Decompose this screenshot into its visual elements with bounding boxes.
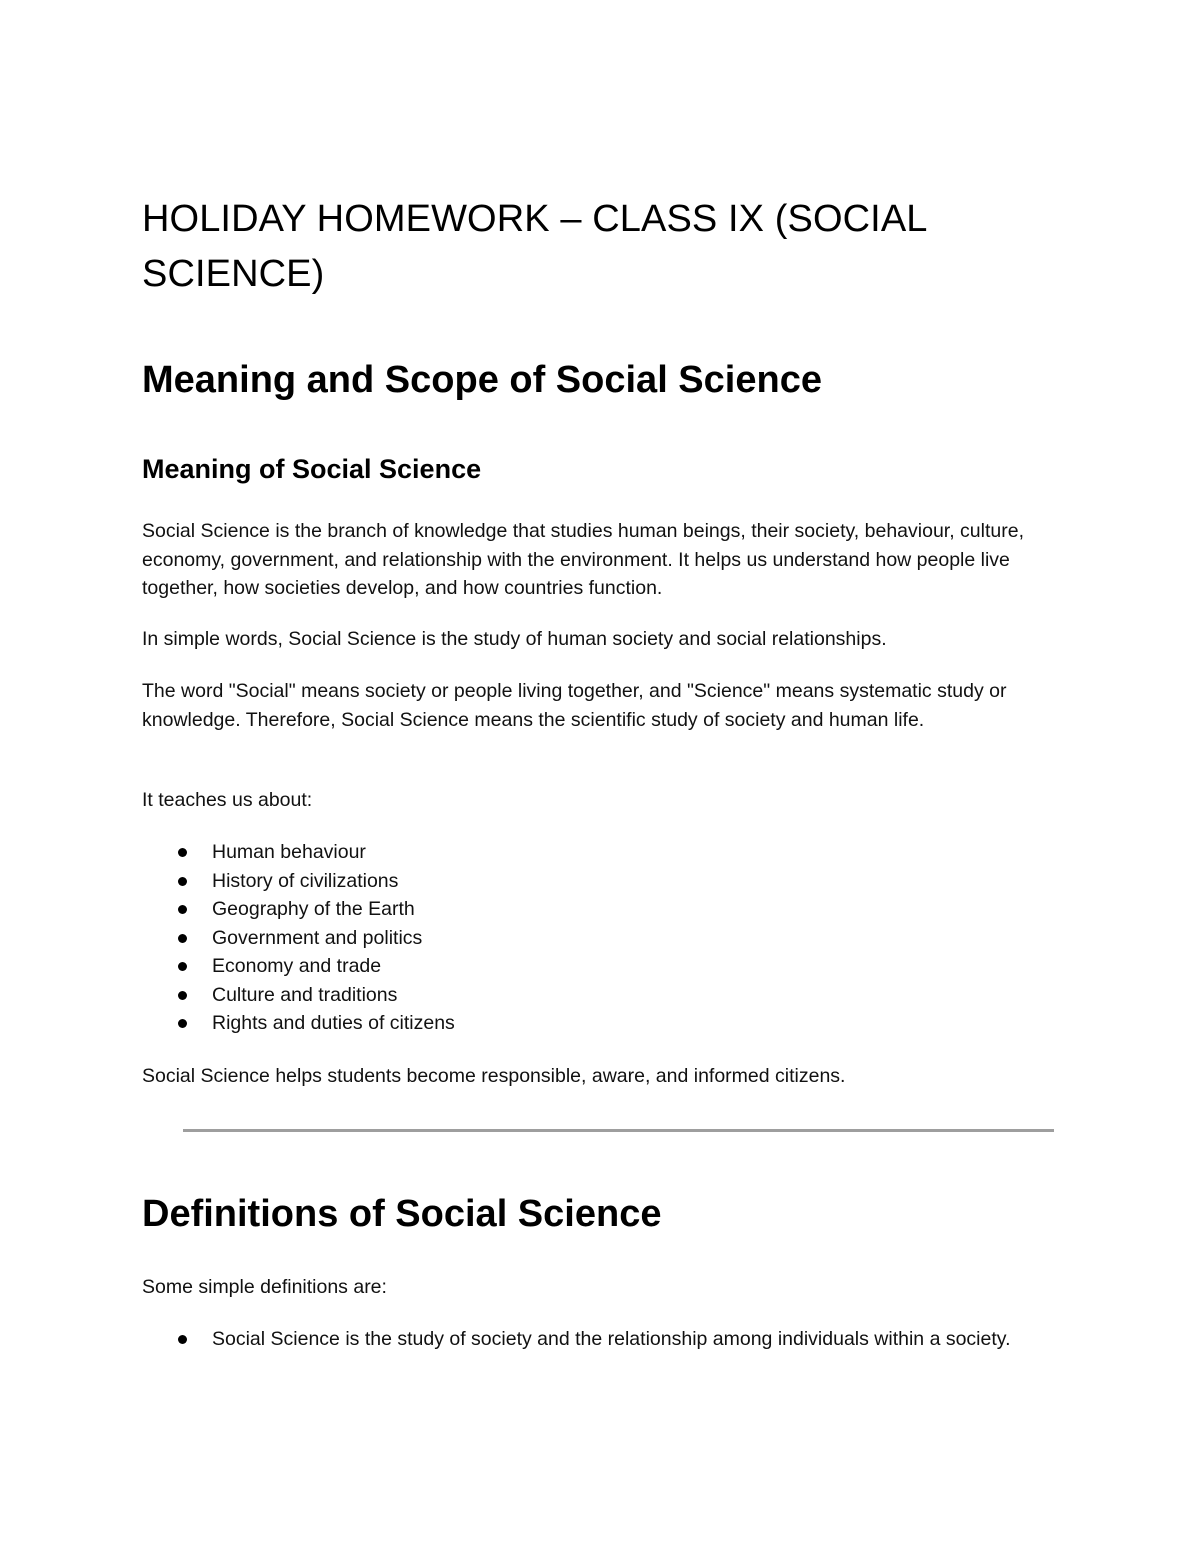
list-item-text: Government and politics <box>212 926 423 949</box>
bullet-icon <box>178 877 187 886</box>
list-item <box>142 867 1057 896</box>
paragraph-definition: Social Science is the branch of knowledge that studies human beings, their society, behaviour, culture, economy, government, and relationship with the environment. It helps us understand how people live together, how societies develop, and how countries function. <box>142 520 1024 599</box>
definitions-list <box>142 1325 1057 1354</box>
paragraph-word-meaning: The word "Social" means society or people living together, and "Science" means systematic study or knowledge. Therefore, Social Science means the scientific study of society and human life. <box>142 680 1007 731</box>
list-item <box>142 895 1057 924</box>
bullet-icon <box>178 1019 187 1028</box>
list-item <box>142 924 1057 953</box>
horizontal-divider <box>183 1129 1054 1132</box>
list-item <box>142 981 1057 1010</box>
list-item <box>142 1325 1057 1354</box>
list-item-text: Culture and traditions <box>212 983 398 1006</box>
bullet-icon <box>178 848 187 857</box>
list-item <box>142 1009 1057 1038</box>
section-heading-definitions: Definitions of Social Science <box>142 1193 662 1235</box>
list-item-text: Geography of the Earth <box>212 898 415 920</box>
topics-list <box>142 838 1057 1038</box>
list-item <box>142 952 1057 981</box>
subheading-meaning: Meaning of Social Science <box>142 454 482 484</box>
bullet-icon <box>178 1335 187 1344</box>
section-heading-meaning-scope: Meaning and Scope of Social Science <box>142 359 822 401</box>
paragraph-teaches-intro: It teaches us about: <box>142 789 313 811</box>
document-title: HOLIDAY HOMEWORK – CLASS IX (SOCIAL SCIENCE) <box>142 198 927 296</box>
list-item-text: Rights and duties of citizens <box>212 1012 455 1034</box>
paragraph-simple-words: In simple words, Social Science is the study of human society and social relationships. <box>142 628 887 650</box>
list-item-text: Economy and trade <box>212 955 382 977</box>
paragraph-definitions-intro: Some simple definitions are: <box>142 1276 387 1298</box>
bullet-icon <box>178 905 187 914</box>
bullet-icon <box>178 991 187 1000</box>
list-item <box>142 838 1057 867</box>
bullet-icon <box>178 962 187 971</box>
list-item-text: Human behaviour <box>212 841 366 863</box>
list-item-text: Social Science is the study of society and the relationship among individuals within a society. <box>212 1328 1011 1350</box>
bullet-icon <box>178 934 187 943</box>
paragraph-closing: Social Science helps students become responsible, aware, and informed citizens. <box>142 1065 846 1087</box>
list-item-text: History of civilizations <box>212 869 399 892</box>
